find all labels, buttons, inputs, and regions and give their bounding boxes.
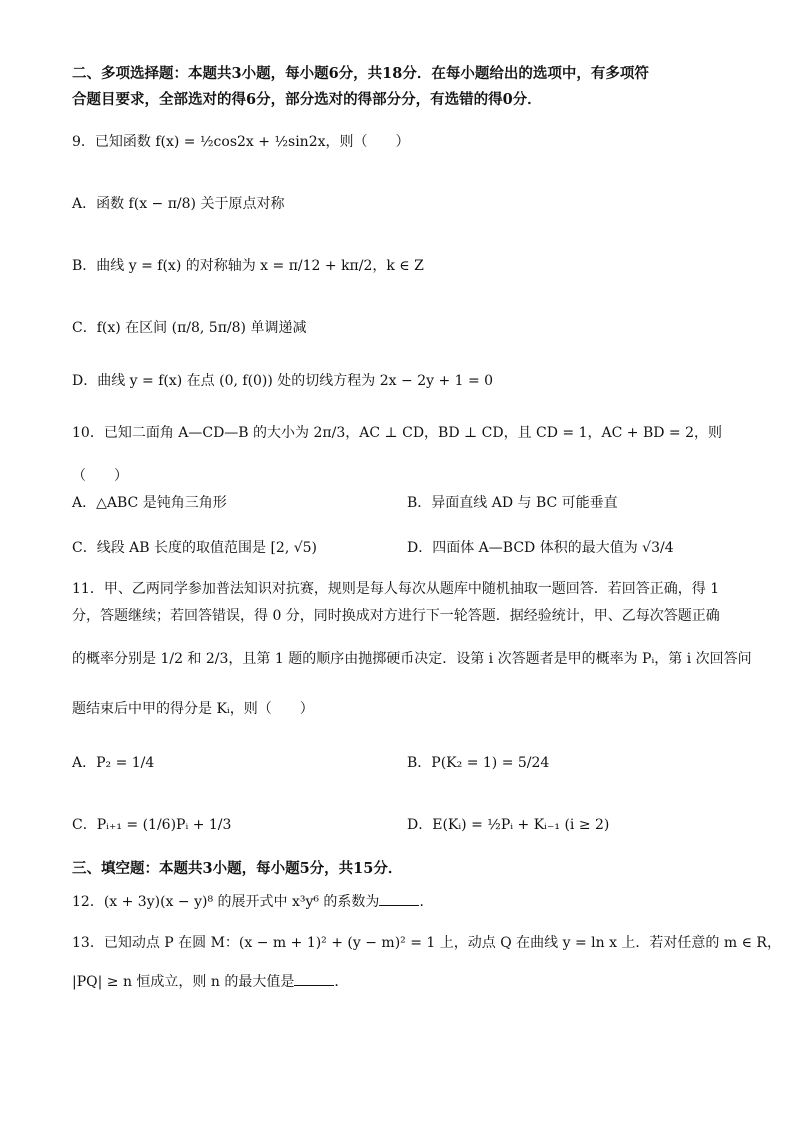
q12-answer-blank: [379, 891, 419, 906]
q13-line1: 13．已知动点 P 在圆 M：(x − m + 1)² + (y − m)² = 1 上，动点 Q 在曲线 y = ln x 上．若对任意的 m ∈ R，: [72, 935, 781, 951]
q10-option-c: C．线段 AB 长度的取值范围是 [2, √5): [72, 540, 318, 556]
q10-option-a: A．△ABC 是钝角三角形: [72, 495, 227, 511]
q9-option-d: D．曲线 y = f(x) 在点 (0, f(0)) 处的切线方程为 2x − 2y + 1 = 0: [72, 373, 494, 389]
q9-option-b: B．曲线 y = f(x) 的对称轴为 x = π/12 + kπ/2，k ∈ Z: [72, 258, 424, 274]
q11-option-b: B．P(K₂ = 1) = 5/24: [407, 755, 550, 771]
q11-line1: 11．甲、乙两同学参加普法知识对抗赛，规则是每人每次从题库中随机抽取一题回答．若回答正确，得 1: [72, 581, 720, 597]
q11-option-a: A．P₂ = 1/4: [72, 755, 155, 771]
q12-text: 12．(x + 3y)(x − y)⁸ 的展开式中 x³y⁶ 的系数为: [72, 894, 380, 910]
section2-header-line1: 二、多项选择题：本题共3小题，每小题6分，共18分．在每小题给出的选项中，有多项符: [72, 65, 649, 82]
q11-line3: 的概率分别是 1/2 和 2/3，且第 1 题的顺序由抛掷硬币决定．设第 i 次答题者是甲的概率为 Pᵢ，第 i 次回答问: [72, 651, 752, 667]
q11-option-d: D．E(Kᵢ) = ½Pᵢ + Kᵢ₋₁ (i ≥ 2): [407, 817, 610, 833]
q10-option-b: B．异面直线 AD 与 BC 可能垂直: [407, 495, 618, 511]
q13-line2: |PQ| ≥ n 恒成立，则 n 的最大值是: [72, 974, 295, 990]
q12-line: [72, 891, 433, 912]
q10-option-d: D．四面体 A—BCD 体积的最大值为 √3/4: [407, 540, 674, 556]
q9-option-c: C．f(x) 在区间 (π/8, 5π/8) 单调递减: [72, 320, 307, 336]
q11-line4: 题结束后中甲的得分是 Kᵢ，则（ ）: [72, 701, 314, 717]
q13-line2-wrap: [72, 971, 348, 992]
q12-end: ．: [419, 894, 434, 910]
section3-header: 三、填空题：本题共3小题，每小题5分，共15分．: [72, 860, 403, 877]
q11-line2: 分，答题继续；若回答错误，得 0 分，同时换成对方进行下一轮答题．据经验统计，甲、乙每次答题正确: [72, 608, 720, 624]
q10-paren: （ ）: [72, 468, 128, 484]
q13-end: ．: [334, 974, 349, 990]
q11-option-c: C．Pᵢ₊₁ = (1/6)Pᵢ + 1/3: [72, 817, 232, 833]
q9-option-a: A．函数 f(x − π/8) 关于原点对称: [72, 196, 285, 212]
section2-header-line2: 合题目要求，全部选对的得6分，部分选对的得部分分，有选错的得0分．: [72, 91, 542, 108]
q13-answer-blank: [294, 971, 334, 986]
q9-stem: 9．已知函数 f(x) = ½cos2x + ½sin2x，则（ ）: [72, 134, 410, 150]
q10-stem: 10．已知二面角 A—CD—B 的大小为 2π/3，AC ⊥ CD，BD ⊥ CD，且 CD = 1，AC + BD = 2，则: [72, 425, 723, 441]
